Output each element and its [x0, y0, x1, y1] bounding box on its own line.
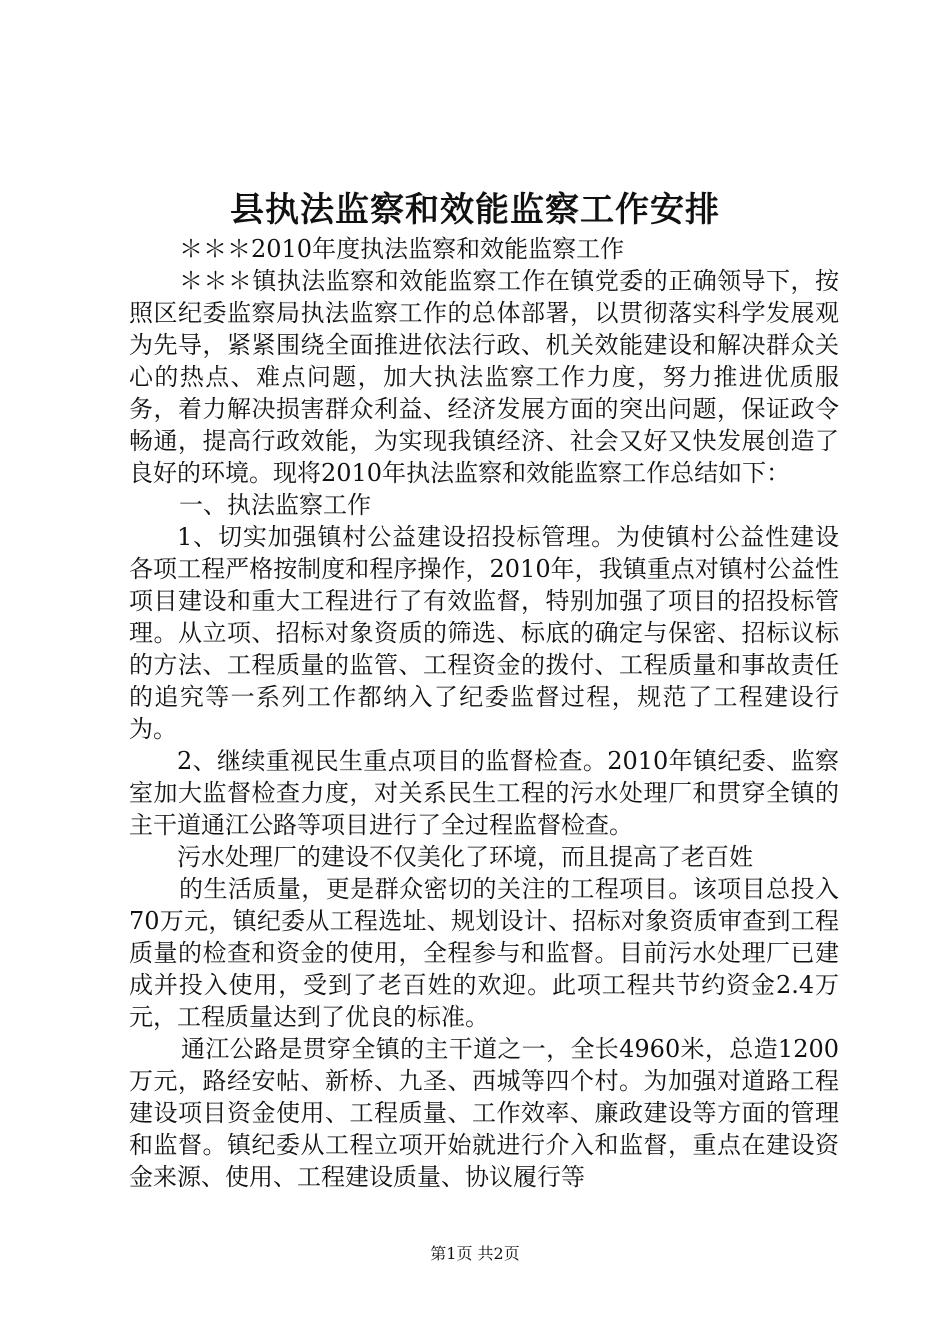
paragraph-sewage-line: 污水处理厂的建设不仅美化了环境，而且提高了老百姓: [177, 843, 753, 871]
paragraph-item-2: 2、继续重视民生重点项目的监督检查。2010年镇纪委、监察室加大监督检查力度，对关系民生工程的污水处理厂和贯穿全镇的主干道通江公路等项目进行了全过程监督检查。: [129, 747, 839, 839]
paragraph-item-1: 1、切实加强镇村公益建设招投标管理。为使镇村公益性建设各项工程严格按制度和程序操作，2010年，我镇重点对镇村公益性项目建设和重大工程进行了有效监督，特别加强了项目的招投标管理。从立项、招标对象资质的筛选、标底的确定与保密、招标议标的方法、工程质量的监管、工程资金的拨付、工程质量和事故责任的追究等一系列工作都纳入了纪委监督过程，规范了工程建设行为。: [129, 523, 839, 743]
paragraph-sewage-body: 的生活质量，更是群众密切的关注的工程项目。该项目总投入70万元，镇纪委从工程选址、规划设计、招标对象资质审查到工程质量的检查和资金的使用，全程参与和监督。目前污水处理厂已建成并投入使用，受到了老百姓的欢迎。此项工程共节约资金2.4万元，工程质量达到了优良的标准。: [129, 875, 839, 1031]
document-title: 县执法监察和效能监察工作安排: [230, 190, 720, 230]
paragraph-road: 通江公路是贯穿全镇的主干道之一，全长4960米，总造1200万元，路经安帖、新桥、九圣、西城等四个村。为加强对道路工程建设项目资金使用、工程质量、工作效率、廉政建设等方面的管理和监督。镇纪委从工程立项开始就进行介入和监督，重点在建设资金来源、使用、工程建设质量、协议履行等: [129, 1035, 839, 1191]
paragraph-subtitle: ＊＊＊2010年度执法监察和效能监察工作: [179, 235, 625, 263]
page-footer: 第1页 共2页: [430, 1244, 520, 1263]
document-body: [129, 233, 839, 1193]
paragraph-intro: ＊＊＊镇执法监察和效能监察工作在镇党委的正确领导下，按照区纪委监察局执法监察工作的总体部署，以贯彻落实科学发展观为先导，紧紧围绕全面推进依法行政、机关效能建设和解决群众关心的热点、难点问题，加大执法监察工作力度，努力推进优质服务，着力解决损害群众利益、经济发展方面的突出问题，保证政令畅通，提高行政效能，为实现我镇经济、社会又好又快发展创造了良好的环境。现将2010年执法监察和效能监察工作总结如下：: [129, 267, 839, 487]
section-heading-1: 一、执法监察工作: [179, 491, 371, 519]
